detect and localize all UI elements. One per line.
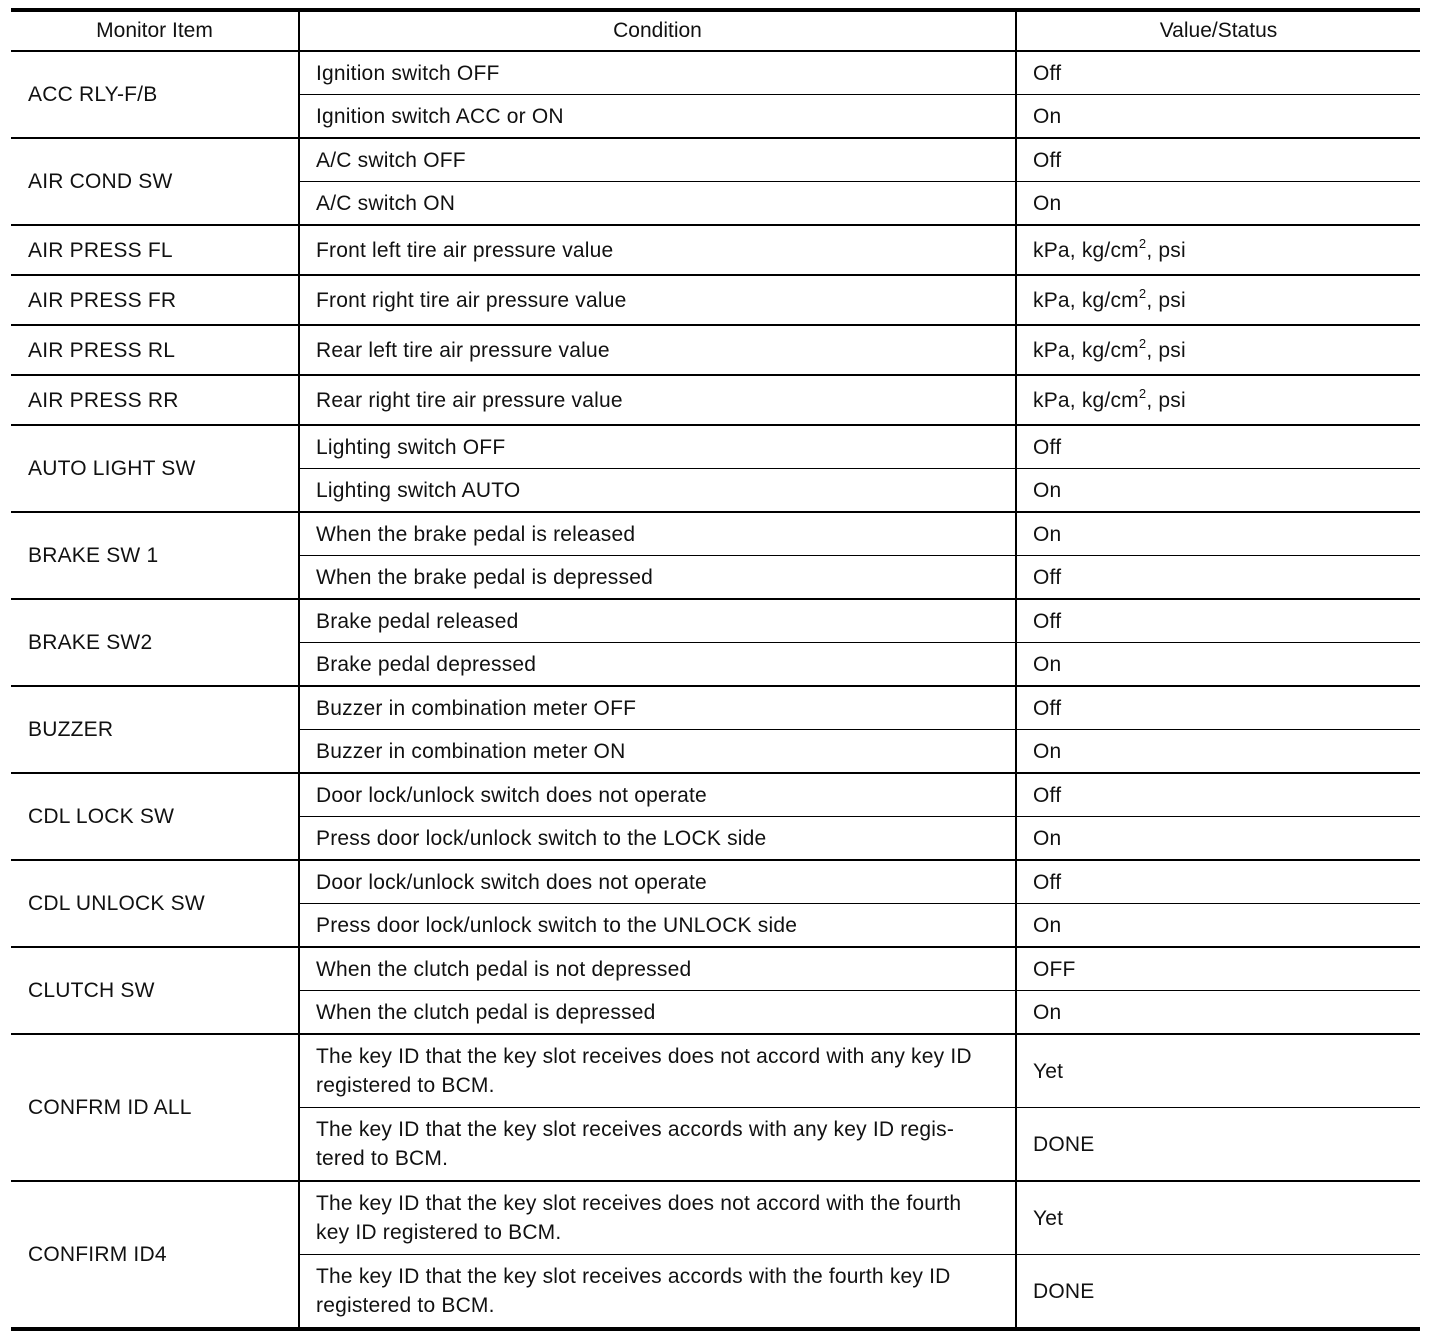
value-cell: kPa, $kg/cm^2$, psi <box>1016 375 1420 425</box>
condition-cell: When the brake pedal is depressed <box>299 556 1016 600</box>
value-cell: DONE <box>1016 1255 1420 1330</box>
value-cell: kPa, $kg/cm^2$, psi <box>1016 325 1420 375</box>
value-cell: Off <box>1016 599 1420 643</box>
condition-cell: Brake pedal depressed <box>299 643 1016 687</box>
condition-cell: Rear right tire air pressure value <box>299 375 1016 425</box>
monitor-item-cell: AUTO LIGHT SW <box>11 425 299 512</box>
table-row <box>11 512 1420 556</box>
value-cell: On <box>1016 643 1420 687</box>
table-row <box>11 947 1420 991</box>
monitor-item-cell: BRAKE SW 1 <box>11 512 299 599</box>
unit-exponent: 2 <box>1138 235 1147 251</box>
value-cell: Off <box>1016 138 1420 182</box>
value-cell: Off <box>1016 556 1420 600</box>
condition-cell: The key ID that the key slot receives does not accord with any key ID registered to BCM. <box>299 1034 1016 1108</box>
value-cell: On <box>1016 512 1420 556</box>
value-cell: On <box>1016 182 1420 226</box>
monitor-item-cell: BUZZER <box>11 686 299 773</box>
condition-cell: A/C switch ON <box>299 182 1016 226</box>
condition-cell: Press door lock/unlock switch to the UNLOCK side <box>299 904 1016 948</box>
value-cell: Off <box>1016 51 1420 95</box>
table-row <box>11 686 1420 730</box>
condition-cell: Buzzer in combination meter ON <box>299 730 1016 774</box>
monitor-item-cell: AIR COND SW <box>11 138 299 225</box>
value-cell: Yet <box>1016 1181 1420 1255</box>
condition-cell: Brake pedal released <box>299 599 1016 643</box>
monitor-item-cell: CDL UNLOCK SW <box>11 860 299 947</box>
condition-cell: Ignition switch OFF <box>299 51 1016 95</box>
condition-cell: When the clutch pedal is depressed <box>299 991 1016 1035</box>
condition-cell: When the clutch pedal is not depressed <box>299 947 1016 991</box>
header-condition: Condition <box>299 10 1016 51</box>
condition-cell: The key ID that the key slot receives does not accord with the fourth key ID registered to BCM. <box>299 1181 1016 1255</box>
monitor-item-cell: AIR PRESS FR <box>11 275 299 325</box>
table-row <box>11 1181 1420 1255</box>
table-row <box>11 425 1420 469</box>
unit-exponent: 2 <box>1138 285 1147 301</box>
condition-cell: The key ID that the key slot receives accords with any key ID regis-tered to BCM. <box>299 1108 1016 1182</box>
condition-cell: Press door lock/unlock switch to the LOCK side <box>299 817 1016 861</box>
condition-cell: Rear left tire air pressure value <box>299 325 1016 375</box>
value-cell: Off <box>1016 773 1420 817</box>
value-cell: Off <box>1016 686 1420 730</box>
value-cell: On <box>1016 904 1420 948</box>
monitor-item-cell: CONFRM ID ALL <box>11 1034 299 1181</box>
table-row <box>11 138 1420 182</box>
value-cell: On <box>1016 730 1420 774</box>
condition-cell: Front right tire air pressure value <box>299 275 1016 325</box>
table-row <box>11 860 1420 904</box>
unit-exponent: 2 <box>1138 335 1147 351</box>
condition-cell: Front left tire air pressure value <box>299 225 1016 275</box>
monitor-item-cell: CLUTCH SW <box>11 947 299 1034</box>
table-row <box>11 375 1420 425</box>
monitor-item-cell: AIR PRESS FL <box>11 225 299 275</box>
condition-cell: Ignition switch ACC or ON <box>299 95 1016 139</box>
value-cell: kPa, $kg/cm^2$, psi <box>1016 275 1420 325</box>
condition-cell: Door lock/unlock switch does not operate <box>299 773 1016 817</box>
table-row <box>11 773 1420 817</box>
table-row <box>11 325 1420 375</box>
condition-cell: Door lock/unlock switch does not operate <box>299 860 1016 904</box>
value-cell: OFF <box>1016 947 1420 991</box>
monitor-item-cell: ACC RLY-F/B <box>11 51 299 138</box>
monitor-item-cell: CONFIRM ID4 <box>11 1181 299 1329</box>
monitor-item-cell: BRAKE SW2 <box>11 599 299 686</box>
table-row <box>11 1034 1420 1108</box>
unit-exponent: 2 <box>1138 385 1147 401</box>
value-cell: On <box>1016 469 1420 513</box>
monitor-item-table <box>11 8 1420 1331</box>
value-cell: On <box>1016 817 1420 861</box>
header-value-status: Value/Status <box>1016 10 1420 51</box>
condition-cell: Buzzer in combination meter OFF <box>299 686 1016 730</box>
header-monitor-item: Monitor Item <box>11 10 299 51</box>
monitor-item-cell: CDL LOCK SW <box>11 773 299 860</box>
value-cell: Yet <box>1016 1034 1420 1108</box>
monitor-item-cell: AIR PRESS RL <box>11 325 299 375</box>
table-row <box>11 599 1420 643</box>
monitor-item-cell: AIR PRESS RR <box>11 375 299 425</box>
condition-cell: A/C switch OFF <box>299 138 1016 182</box>
table-header-row <box>11 10 1420 51</box>
value-cell: kPa, $kg/cm^2$, psi <box>1016 225 1420 275</box>
value-cell: Off <box>1016 425 1420 469</box>
condition-cell: The key ID that the key slot receives accords with the fourth key ID registered to BCM. <box>299 1255 1016 1330</box>
condition-cell: Lighting switch OFF <box>299 425 1016 469</box>
condition-cell: When the brake pedal is released <box>299 512 1016 556</box>
value-cell: On <box>1016 95 1420 139</box>
value-cell: On <box>1016 991 1420 1035</box>
condition-cell: Lighting switch AUTO <box>299 469 1016 513</box>
table-row <box>11 225 1420 275</box>
table-row <box>11 275 1420 325</box>
value-cell: DONE <box>1016 1108 1420 1182</box>
table-row <box>11 51 1420 95</box>
value-cell: Off <box>1016 860 1420 904</box>
